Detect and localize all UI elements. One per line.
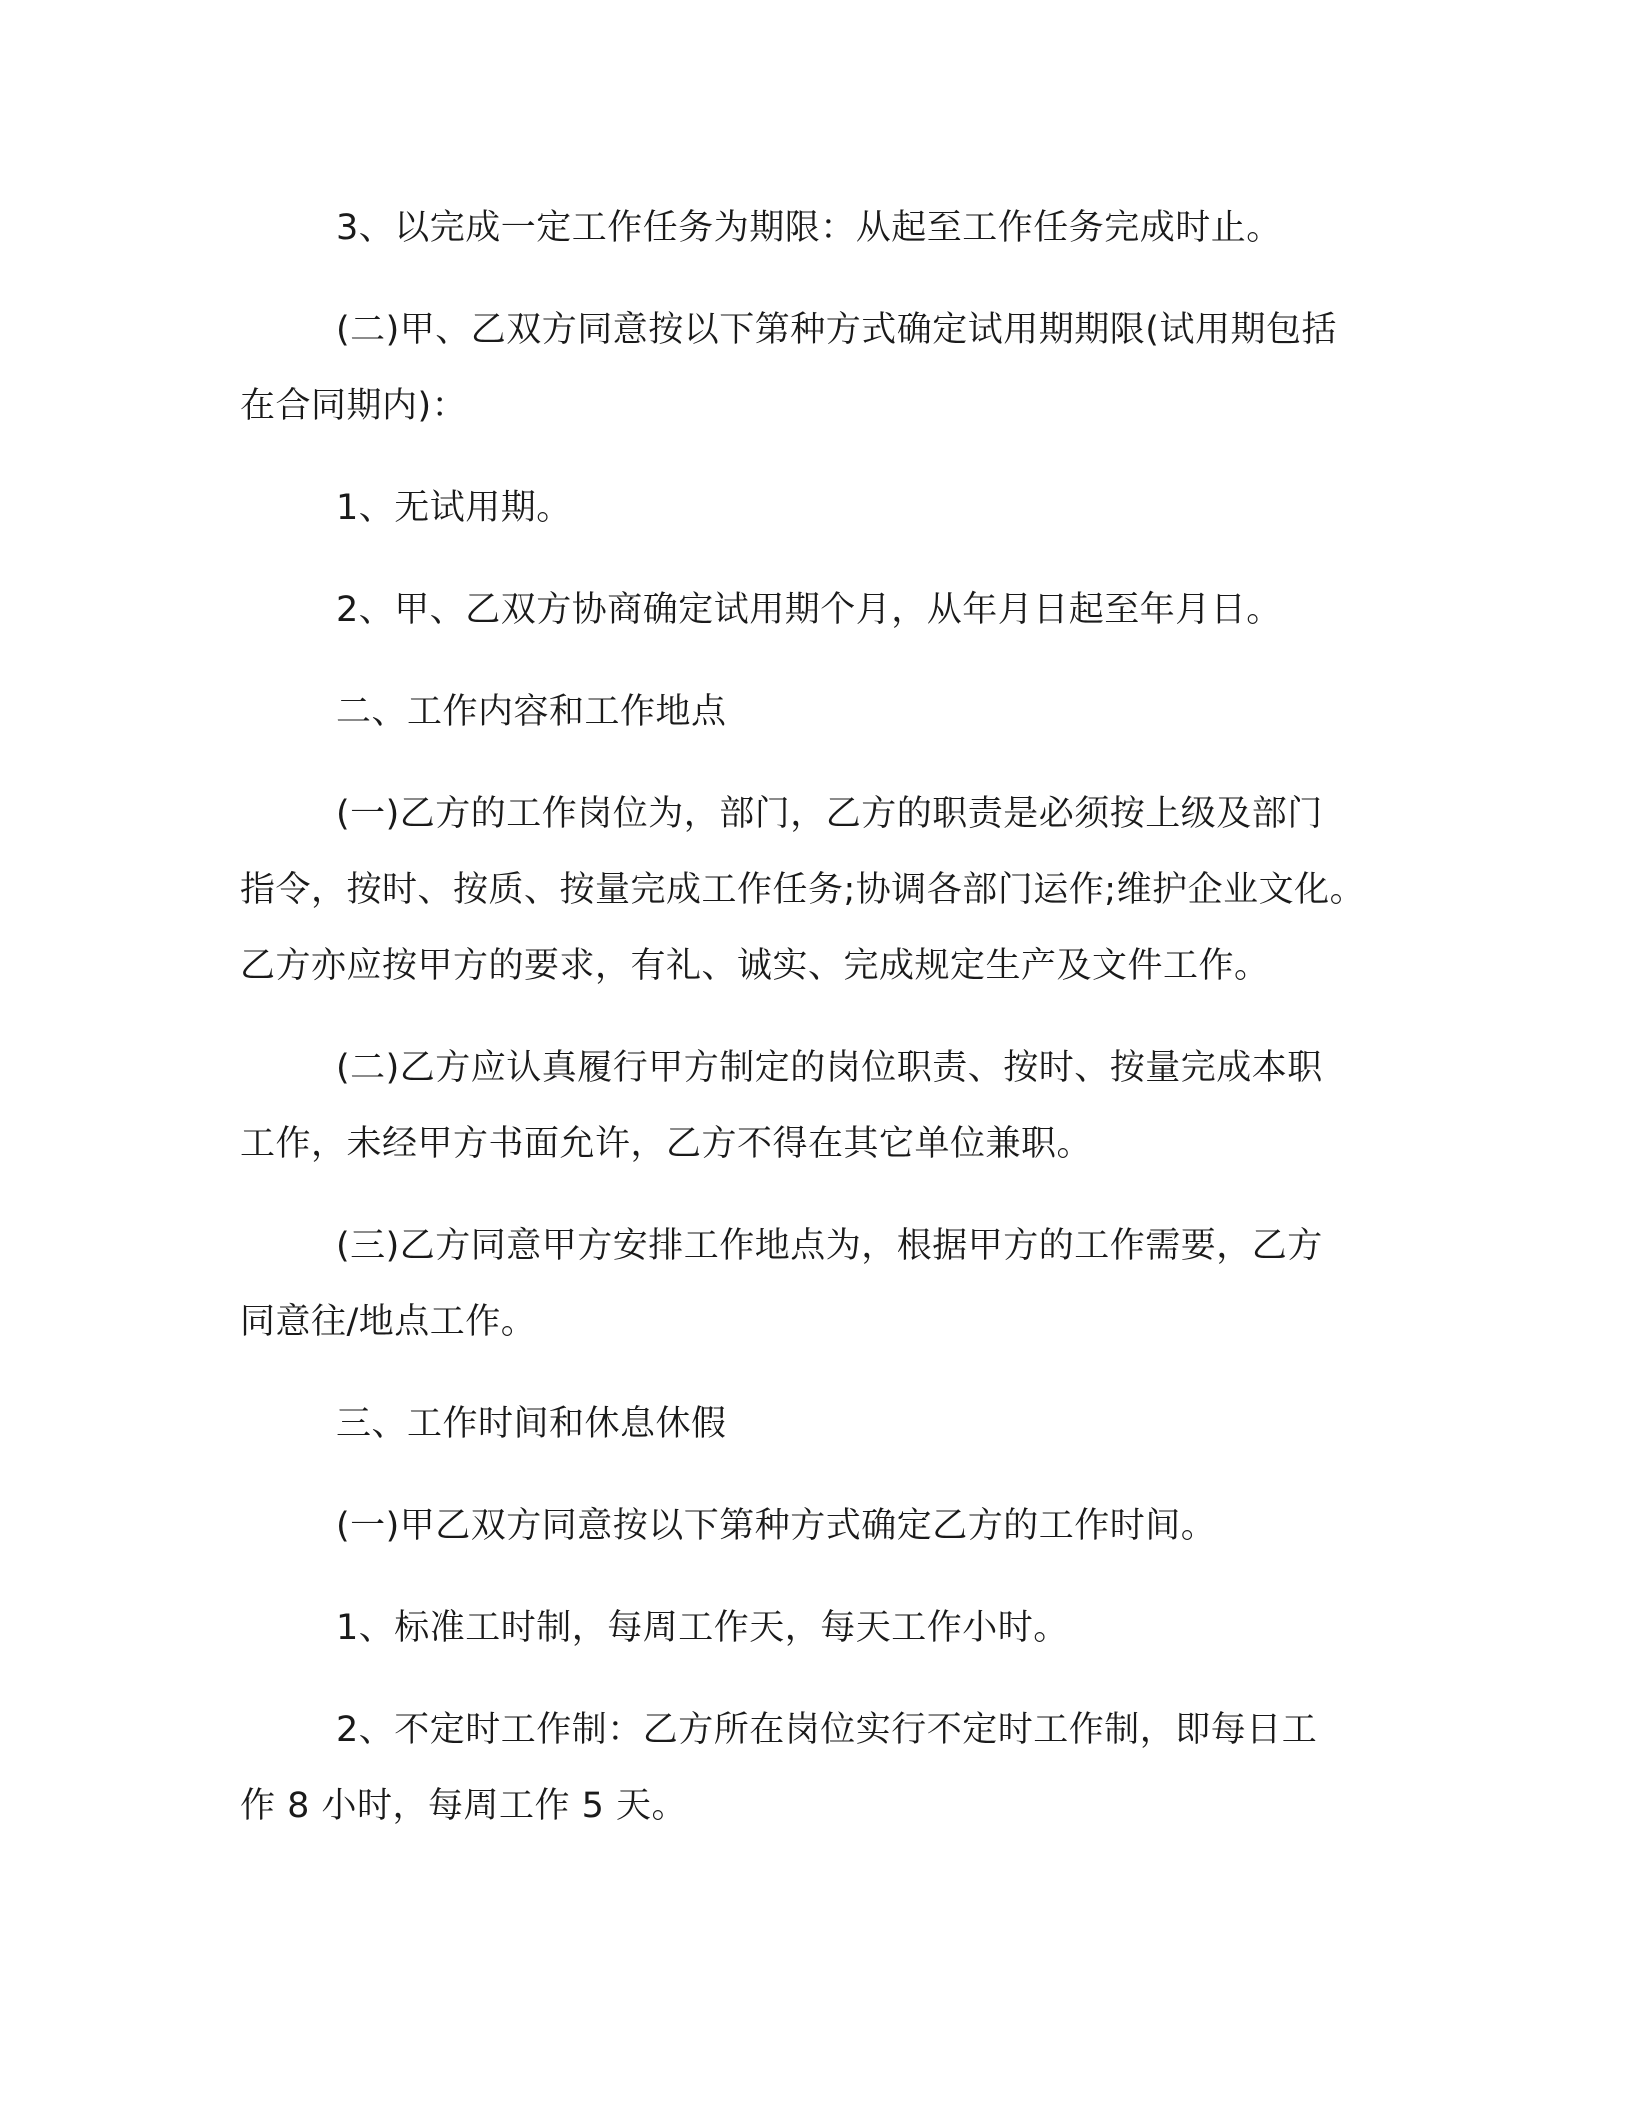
paragraph-line: 在合同期内)： <box>240 386 468 426</box>
paragraph-8 <box>240 1208 1380 1360</box>
paragraph-line: (一)乙方的工作岗位为，部门，乙方的职责是必须按上级及部门 <box>336 794 1323 834</box>
paragraph-2 <box>240 292 1380 444</box>
document-body <box>240 190 1380 1844</box>
paragraph-12 <box>240 1692 1380 1844</box>
paragraph-line: (三)乙方同意甲方安排工作地点为，根据甲方的工作需要，乙方 <box>336 1226 1323 1266</box>
paragraph-line: 作 8 小时，每周工作 5 天。 <box>240 1786 688 1826</box>
paragraph-line: 工作，未经甲方书面允许，乙方不得在其它单位兼职。 <box>240 1124 1093 1164</box>
paragraph-line: 同意往/地点工作。 <box>240 1302 537 1342</box>
section-heading-3 <box>240 1386 1380 1462</box>
paragraph-10 <box>240 1488 1380 1564</box>
paragraph-7 <box>240 1030 1380 1182</box>
paragraph-line: 乙方亦应按甲方的要求，有礼、诚实、完成规定生产及文件工作。 <box>240 946 1270 986</box>
section-heading-2 <box>240 674 1380 750</box>
paragraph-line: 2、不定时工作制：乙方所在岗位实行不定时工作制，即每日工 <box>336 1710 1318 1750</box>
paragraph-line: (二)乙方应认真履行甲方制定的岗位职责、按时、按量完成本职 <box>336 1048 1323 1088</box>
paragraph-3 <box>240 470 1380 546</box>
section-heading: 三、工作时间和休息休假 <box>336 1404 727 1444</box>
paragraph-line: 1、无试用期。 <box>336 488 572 528</box>
paragraph-line: 1、标准工时制，每周工作天，每天工作小时。 <box>336 1608 1069 1648</box>
section-heading: 二、工作内容和工作地点 <box>336 692 727 732</box>
paragraph-11 <box>240 1590 1380 1666</box>
paragraph-1 <box>240 190 1380 266</box>
paragraph-line: (一)甲乙双方同意按以下第种方式确定乙方的工作时间。 <box>336 1506 1217 1546</box>
paragraph-4 <box>240 572 1380 648</box>
paragraph-line: (二)甲、乙双方同意按以下第种方式确定试用期期限(试用期包括 <box>336 310 1337 350</box>
paragraph-line: 3、以完成一定工作任务为期限：从起至工作任务完成时止。 <box>336 208 1282 248</box>
paragraph-6 <box>240 776 1380 1004</box>
paragraph-line: 指令，按时、按质、按量完成工作任务;协调各部门运作;维护企业文化。 <box>240 870 1366 910</box>
paragraph-line: 2、甲、乙双方协商确定试用期个月，从年月日起至年月日。 <box>336 590 1282 630</box>
